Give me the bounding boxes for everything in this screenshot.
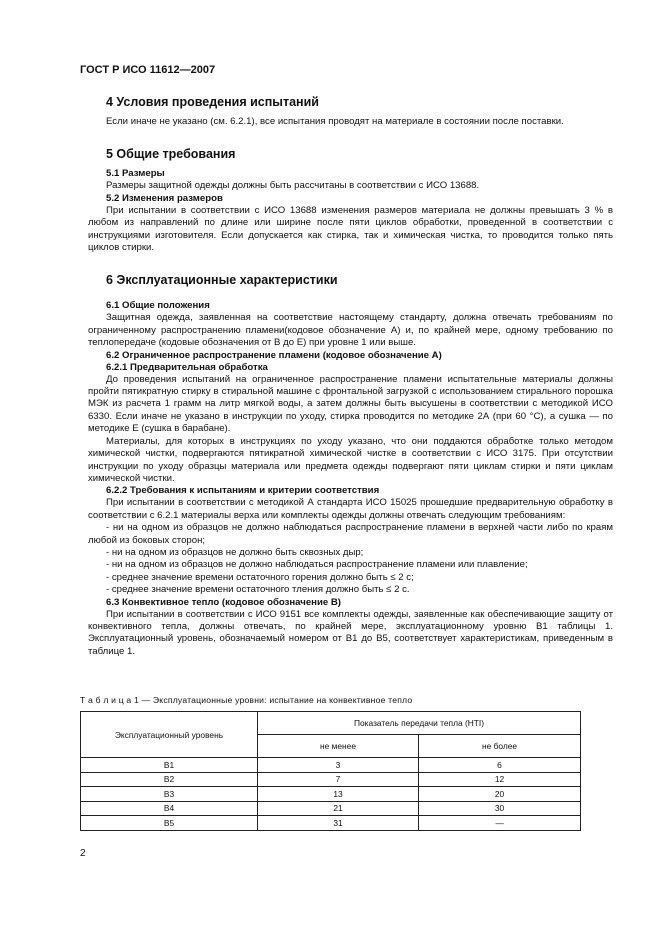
requirement-item: - ни на одном из образцов не должно быть сквозных дыр;	[106, 546, 364, 558]
cell-level: В2	[81, 772, 258, 787]
cell-level: В4	[81, 801, 258, 816]
section-6-2-title: 6.2 Ограниченное распространение пламени (кодовое обозначение А)	[106, 349, 442, 361]
section-4-text: Если иначе не указано (см. 6.2.1), все испытания проводят на материале в состоянии после поставки.	[106, 116, 564, 127]
header-level: Эксплуатационный уровень	[81, 712, 258, 758]
section-5-title: 5 Общие требования	[106, 147, 236, 162]
section-6-2-1-title: 6.2.1 Предварительная обработка	[106, 361, 268, 373]
table-row	[81, 816, 581, 831]
section-6-2-1-para-2: Материалы, для которых в инструкциях по уходу указано, что они поддаются обработке только методом химической чистки, подвергаются пятикратной химической чистке в соответствии с ИСО 3175. При отсутствии инструкции по уходу образцы материала или предмета одежды подвергают пяти циклам стирки и пяти циклам химической чистки.	[88, 435, 613, 484]
section-6-2-2-text: При испытании в соответствии с методикой А стандарта ИСО 15025 прошедшие предварительную обработку в соответствии с 6.2.1 материалы верха или комплекты одежды должны отвечать следующим требованиям:	[88, 497, 613, 521]
page-number: 2	[80, 848, 86, 859]
table-header-row	[81, 712, 581, 735]
section-6-3-text: При испытании в соответствии с ИСО 9151 все комплекты одежды, заявленные как обеспечивающие защиту от конвективного тепла, должны отвечать, по крайней мере, эксплуатационному уровню В1 таблицы 1. Эксплуатационный уровень, обозначаемый номером от В1 до В5, соответствует характеристикам, приведенным в таблице 1.	[88, 608, 613, 657]
table-1	[80, 711, 581, 831]
requirement-item: - ни на одном из образцов не должно наблюдаться распространение пламени в верхней части либо по краям любой из боковых сторон;	[88, 522, 613, 546]
section-5-2-title: 5.2 Изменения размеров	[106, 192, 223, 204]
header-max: не более	[419, 735, 581, 758]
section-6-1-title: 6.1 Общие положения	[106, 300, 210, 312]
table-row	[81, 758, 581, 773]
cell-min: 7	[258, 772, 419, 787]
cell-max: 6	[419, 758, 581, 773]
requirement-item: - среднее значение времени остаточного тления должно быть ≤ 2 с.	[106, 584, 410, 596]
table-1-caption: Т а б л и ц а 1 — Эксплуатационные уровни: испытание на конвективное тепло	[80, 695, 413, 705]
cell-min: 13	[258, 787, 419, 802]
section-6-2-2-title: 6.2.2 Требования к испытаниям и критерии соответствия	[106, 485, 380, 497]
requirement-item: - ни на одном из образцов не должно наблюдаться распространение пламени или плавление;	[106, 559, 528, 571]
header-hti: Показатель передачи тепла (HTI)	[258, 712, 581, 735]
section-6-2-1-para-1: До проведения испытаний на ограниченное распространение пламени испытательные материалы должны пройти пятикратную стирку в стиральной машине с фронтальной загрузкой с использованием стирального порошка МЭК из расчета 1 грамм на литр мягкой воды, а затем должны быть высушены в соответствии с методикой ИСО 6330. Если иначе не указано в инструкции по уходу, стирка проводится по методике 2А (при 60 °С), а сушка — по методике Е (сушка в барабане).	[88, 373, 613, 435]
section-5-1-title: 5.1 Размеры	[106, 168, 165, 180]
section-5-2-text: При испытании в соответствии с ИСО 13688 изменения размеров материала не должны превышать 3 % в любом из направлений по длине или ширине после пяти циклов обработки, проведенной в соответствии с инструкциями изготовителя. Если допускается как стирка, так и химическая чистка, то проводится только пять циклов стирки.	[88, 204, 613, 254]
cell-max: 12	[419, 772, 581, 787]
section-5-1-text: Размеры защитной одежды должны быть рассчитаны в соответствии с ИСО 13688.	[106, 180, 480, 192]
table-row	[81, 787, 581, 802]
cell-level: В3	[81, 787, 258, 802]
cell-level: В5	[81, 816, 258, 831]
section-4-title: 4 Условия проведения испытаний	[106, 95, 319, 109]
section-6-1-text: Защитная одежда, заявленная на соответствие настоящему стандарту, должна отвечать требованиям по ограниченному распространению пламени(кодовое обозначение А) и, по крайней мере, одному требованию по теплопередаче (кодовые обозначения от В до Е) при уровне 1 или выше.	[88, 312, 613, 349]
cell-max: 30	[419, 801, 581, 816]
cell-min: 3	[258, 758, 419, 773]
document-header: ГОСТ Р ИСО 11612—2007	[80, 64, 216, 76]
document-body	[88, 94, 613, 658]
cell-max: —	[419, 816, 581, 831]
cell-level: В1	[81, 758, 258, 773]
requirement-item: - среднее значение времени остаточного горения должно быть ≤ 2 с;	[106, 571, 414, 583]
table-row	[81, 801, 581, 816]
section-6-title: 6 Эксплуатационные характеристики	[106, 273, 338, 288]
header-min: не менее	[258, 735, 419, 758]
cell-min: 31	[258, 816, 419, 831]
table-row	[81, 772, 581, 787]
cell-max: 20	[419, 787, 581, 802]
cell-min: 21	[258, 801, 419, 816]
section-6-3-title: 6.3 Конвективное тепло (кодовое обозначение В)	[106, 596, 341, 608]
